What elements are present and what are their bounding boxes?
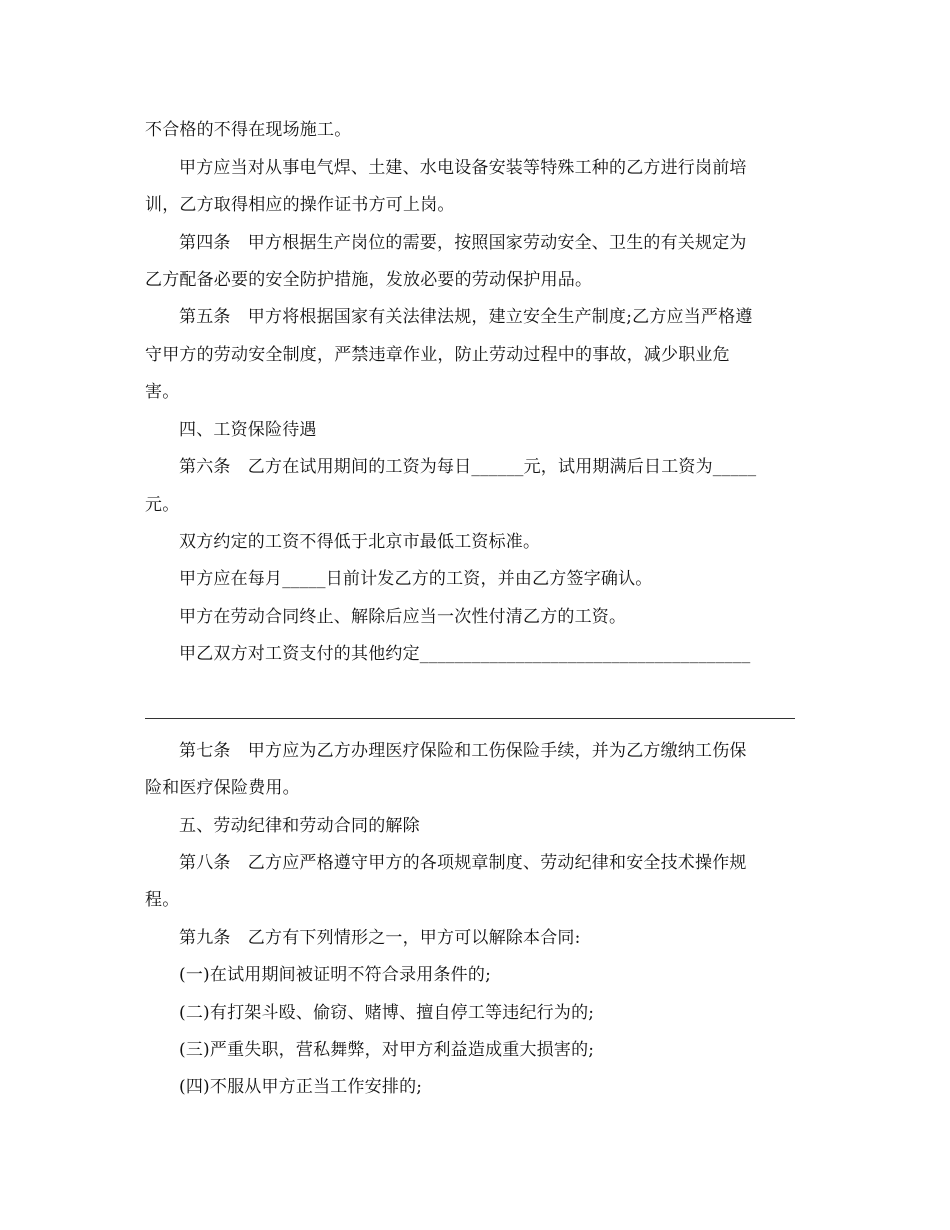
text-line: 险和医疗保险费用。	[145, 778, 300, 798]
text-line: 第七条 甲方应为乙方办理医疗保险和工伤保险手续，并为乙方缴纳工伤保	[179, 741, 747, 761]
text-line: 甲方应在每月_____日前计发乙方的工资，并由乙方签字确认。	[179, 569, 653, 589]
section-heading: 五、劳动纪律和劳动合同的解除	[179, 816, 420, 836]
text-line: 甲方应当对从事电气焊、土建、水电设备安装等特殊工种的乙方进行岗前培	[179, 158, 747, 178]
text-line: 害。	[145, 382, 180, 402]
list-item: (一)在试用期间被证明不符合录用条件的;	[179, 965, 491, 985]
text-line: 双方约定的工资不得低于北京市最低工资标准。	[179, 532, 541, 552]
text-line: 元。	[145, 495, 180, 515]
text-line: 第六条 乙方在试用期间的工资为每日______元，试用期满后日工资为_____	[179, 457, 757, 477]
text-line: 甲方在劳动合同终止、解除后应当一次性付清乙方的工资。	[179, 607, 627, 627]
text-line: 第八条 乙方应严格遵守甲方的各项规章制度、劳动纪律和安全技术操作规	[179, 853, 747, 873]
text-line: 第五条 甲方将根据国家有关法律法规，建立安全生产制度;乙方应当严格遵	[179, 307, 753, 327]
list-item: (二)有打架斗殴、偷窃、赌博、擅自停工等违纪行为的;	[179, 1003, 595, 1023]
text-line: 不合格的不得在现场施工。	[145, 120, 352, 140]
text-line: 第九条 乙方有下列情形之一，甲方可以解除本合同:	[179, 928, 581, 948]
text-line: 乙方配备必要的安全防护措施，发放必要的劳动保护用品。	[145, 270, 593, 290]
text-line: 程。	[145, 890, 180, 910]
blank-fill-line	[145, 718, 795, 719]
text-line: 守甲方的劳动安全制度，严禁违章作业，防止劳动过程中的事故，减少职业危	[145, 345, 730, 365]
list-item: (四)不服从甲方正当工作安排的;	[179, 1077, 423, 1097]
text-line: 甲乙双方对工资支付的其他约定______________________________________	[179, 644, 751, 664]
list-item: (三)严重失职，营私舞弊，对甲方利益造成重大损害的;	[179, 1040, 595, 1060]
text-line: 第四条 甲方根据生产岗位的需要，按照国家劳动安全、卫生的有关规定为	[179, 233, 747, 253]
text-line: 训，乙方取得相应的操作证书方可上岗。	[145, 195, 455, 215]
section-heading: 四、工资保险待遇	[179, 420, 317, 440]
